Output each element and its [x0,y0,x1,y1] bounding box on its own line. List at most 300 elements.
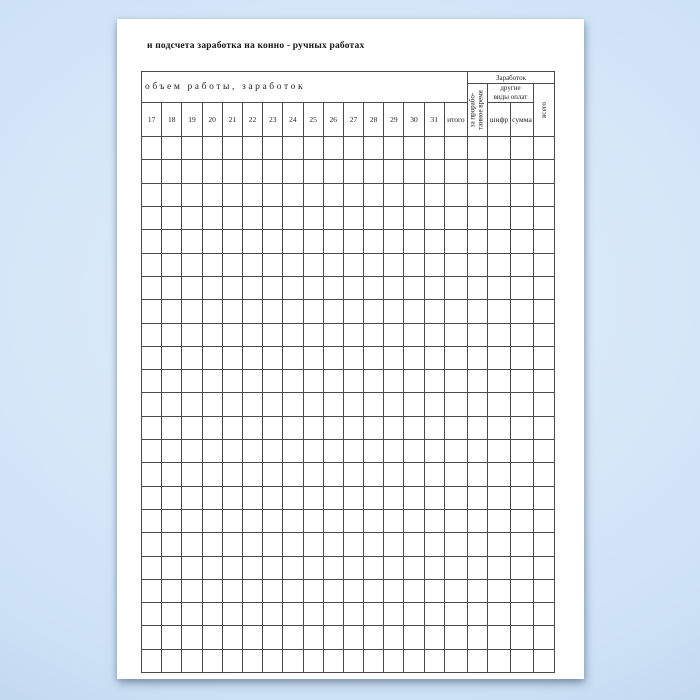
grid-cell [283,556,303,579]
grid-cell [162,346,182,369]
grid-cell [384,603,404,626]
grid-cell [444,533,467,556]
grid-cell [444,300,467,323]
grid-cell [424,323,444,346]
grid-cell [323,463,343,486]
grid-cell [263,509,283,532]
grid-cell [343,626,363,649]
grid-row [142,300,555,323]
grid-cell [162,230,182,253]
grid-cell [487,416,510,439]
grid-cell [467,207,487,230]
grid-cell [182,416,202,439]
grid-cell [343,416,363,439]
grid-cell [182,300,202,323]
column-header-day-18: 18 [162,103,182,137]
grid-cell [202,253,222,276]
grid-row [142,137,555,160]
grid-cell [263,556,283,579]
grid-cell [242,230,262,253]
grid-cell [364,486,384,509]
grid-cell [444,370,467,393]
grid-cell [303,626,323,649]
grid-cell [202,183,222,206]
document-title: и подсчета заработка на конно - ручных работах [147,41,365,51]
grid-row [142,160,555,183]
grid-cell [142,276,162,299]
column-header-day-19: 19 [182,103,202,137]
grid-cell [202,300,222,323]
grid-cell [303,463,323,486]
grid-cell [467,300,487,323]
grid-cell [467,393,487,416]
grid-cell [283,463,303,486]
grid-cell [242,463,262,486]
grid-cell [467,533,487,556]
grid-cell [323,486,343,509]
grid-cell [467,160,487,183]
column-header-day-22: 22 [242,103,262,137]
grid-cell [510,649,533,672]
grid-cell [242,440,262,463]
grid-cell [202,230,222,253]
grid-cell [384,416,404,439]
header-volume-earnings: объем работы, заработок [142,72,468,103]
grid-cell [283,207,303,230]
grid-cell [533,346,554,369]
column-header-itogo: итого [444,103,467,137]
grid-cell [384,137,404,160]
grid-cell [510,579,533,602]
grid-cell [343,137,363,160]
grid-cell [487,649,510,672]
grid-cell [467,323,487,346]
grid-cell [487,137,510,160]
grid-cell [263,626,283,649]
grid-cell [364,323,384,346]
grid-cell [343,440,363,463]
grid-cell [303,300,323,323]
grid-cell [162,416,182,439]
grid-row [142,463,555,486]
grid-cell [510,533,533,556]
grid-cell [533,300,554,323]
grid-cell [142,533,162,556]
grid-row [142,183,555,206]
grid-cell [384,626,404,649]
grid-cell [424,207,444,230]
grid-cell [142,370,162,393]
grid-cell [404,370,424,393]
grid-cell [444,416,467,439]
grid-cell [222,253,242,276]
grid-row [142,207,555,230]
grid-cell [242,300,262,323]
grid-cell [242,253,262,276]
grid-cell [142,393,162,416]
grid-cell [303,230,323,253]
grid-cell [222,370,242,393]
grid-cell [162,533,182,556]
grid-cell [242,183,262,206]
grid-cell [467,416,487,439]
grid-cell [263,393,283,416]
grid-cell [142,300,162,323]
grid-cell [487,556,510,579]
grid-cell [182,440,202,463]
grid-cell [384,207,404,230]
grid-cell [283,276,303,299]
grid-cell [487,207,510,230]
grid-cell [467,253,487,276]
grid-cell [343,556,363,579]
grid-cell [444,276,467,299]
header-worked-time [467,84,487,137]
grid-cell [283,137,303,160]
grid-cell [242,160,262,183]
grid-cell [343,486,363,509]
grid-cell [162,160,182,183]
grid-cell [343,207,363,230]
grid-cell [424,509,444,532]
grid-cell [444,463,467,486]
grid-cell [384,230,404,253]
grid-cell [263,207,283,230]
column-header-day-28: 28 [364,103,384,137]
grid-cell [202,276,222,299]
grid-cell [202,649,222,672]
grid-cell [142,207,162,230]
grid-cell [467,603,487,626]
grid-cell [364,509,384,532]
grid-row [142,346,555,369]
grid-cell [343,579,363,602]
grid-cell [303,346,323,369]
grid-cell [487,323,510,346]
grid-cell [323,416,343,439]
grid-cell [222,603,242,626]
grid-cell [364,579,384,602]
grid-cell [263,137,283,160]
grid-cell [162,276,182,299]
grid-cell [162,509,182,532]
grid-cell [424,253,444,276]
header-other-payments: другие виды оплат [487,84,533,103]
grid-cell [303,649,323,672]
grid-row [142,253,555,276]
grid-cell [162,603,182,626]
header-worked-time-label: за прорабо- танное время [469,90,486,130]
grid-cell [222,626,242,649]
grid-cell [510,253,533,276]
grid-cell [182,183,202,206]
grid-cell [142,579,162,602]
grid-cell [487,370,510,393]
grid-cell [404,183,424,206]
grid-cell [444,160,467,183]
grid-cell [222,300,242,323]
grid-cell [404,626,424,649]
column-header-day-30: 30 [404,103,424,137]
grid-cell [487,393,510,416]
grid-cell [404,253,424,276]
column-header-day-20: 20 [202,103,222,137]
grid-cell [364,603,384,626]
grid-cell [364,276,384,299]
grid-cell [263,370,283,393]
grid-cell [323,276,343,299]
grid-cell [404,649,424,672]
grid-cell [222,183,242,206]
grid-cell [202,556,222,579]
column-header-sum: сумма [510,103,533,137]
grid-cell [467,440,487,463]
grid-cell [222,440,242,463]
column-header-day-25: 25 [303,103,323,137]
grid-cell [343,509,363,532]
grid-cell [182,509,202,532]
grid-row [142,603,555,626]
grid-cell [404,533,424,556]
column-header-code: шифр [487,103,510,137]
grid-cell [404,300,424,323]
grid-cell [323,579,343,602]
grid-cell [444,346,467,369]
document-page [117,19,584,679]
column-header-day-24: 24 [283,103,303,137]
grid-cell [404,603,424,626]
grid-cell [364,137,384,160]
grid-cell [364,463,384,486]
grid-cell [142,137,162,160]
grid-cell [323,603,343,626]
column-header-day-17: 17 [142,103,162,137]
grid-cell [424,230,444,253]
grid-cell [242,603,262,626]
grid-cell [343,230,363,253]
grid-cell [142,626,162,649]
grid-cell [182,346,202,369]
grid-cell [510,416,533,439]
grid-cell [162,440,182,463]
grid-cell [162,626,182,649]
grid-cell [162,370,182,393]
grid-cell [142,346,162,369]
grid-row [142,393,555,416]
grid-cell [510,207,533,230]
grid-cell [323,160,343,183]
grid-cell [343,370,363,393]
grid-cell [487,463,510,486]
grid-cell [487,346,510,369]
grid-cell [510,463,533,486]
grid-cell [142,183,162,206]
grid-cell [202,626,222,649]
grid-cell [364,370,384,393]
grid-cell [487,160,510,183]
grid-cell [162,649,182,672]
grid-cell [242,370,262,393]
grid-cell [222,276,242,299]
grid-cell [222,556,242,579]
grid-cell [222,160,242,183]
grid-cell [424,370,444,393]
grid-cell [303,416,323,439]
grid-cell [510,346,533,369]
grid-cell [343,463,363,486]
grid-cell [487,300,510,323]
grid-cell [343,300,363,323]
grid-cell [384,323,404,346]
grid-cell [444,556,467,579]
grid-cell [533,370,554,393]
grid-cell [533,626,554,649]
grid-cell [364,416,384,439]
grid-cell [343,183,363,206]
grid-cell [510,276,533,299]
grid-cell [364,556,384,579]
grid-cell [343,393,363,416]
grid-cell [142,649,162,672]
grid-cell [142,463,162,486]
grid-cell [533,207,554,230]
grid-cell [424,556,444,579]
grid-cell [364,649,384,672]
grid-cell [263,300,283,323]
grid-cell [444,440,467,463]
grid-cell [323,370,343,393]
column-header-day-27: 27 [343,103,363,137]
grid-cell [384,300,404,323]
grid-cell [303,556,323,579]
grid-cell [182,207,202,230]
grid-cell [202,533,222,556]
grid-cell [384,253,404,276]
grid-cell [510,183,533,206]
grid-cell [510,323,533,346]
grid-cell [303,253,323,276]
grid-cell [242,207,262,230]
grid-cell [202,207,222,230]
grid-cell [533,440,554,463]
grid-cell [323,556,343,579]
grid-cell [222,230,242,253]
grid-cell [444,230,467,253]
grid-cell [404,137,424,160]
grid-cell [384,393,404,416]
grid-cell [222,649,242,672]
grid-cell [202,346,222,369]
grid-cell [182,230,202,253]
grid-cell [533,603,554,626]
grid-cell [222,137,242,160]
grid-cell [202,509,222,532]
grid-cell [487,253,510,276]
grid-cell [384,486,404,509]
grid-cell [444,579,467,602]
header-total-label: всего [539,102,548,118]
grid-cell [444,393,467,416]
grid-cell [182,160,202,183]
grid-cell [182,649,202,672]
grid-cell [533,579,554,602]
grid-cell [343,533,363,556]
grid-cell [202,393,222,416]
grid-cell [384,276,404,299]
grid-cell [343,276,363,299]
grid-cell [444,137,467,160]
grid-cell [384,183,404,206]
grid-cell [263,160,283,183]
grid-cell [263,603,283,626]
grid-cell [384,556,404,579]
grid-cell [303,440,323,463]
grid-cell [444,626,467,649]
earnings-grid-table [141,71,555,673]
grid-cell [364,207,384,230]
grid-cell [533,556,554,579]
grid-cell [510,626,533,649]
grid-cell [202,463,222,486]
grid-cell [202,323,222,346]
grid-cell [283,626,303,649]
grid-cell [533,230,554,253]
grid-cell [323,649,343,672]
grid-cell [182,626,202,649]
grid-cell [162,463,182,486]
grid-cell [487,533,510,556]
grid-cell [444,509,467,532]
grid-cell [202,603,222,626]
grid-cell [162,300,182,323]
grid-cell [202,486,222,509]
grid-cell [242,393,262,416]
grid-cell [444,486,467,509]
grid-cell [384,579,404,602]
grid-cell [487,603,510,626]
grid-cell [533,323,554,346]
grid-cell [283,440,303,463]
grid-cell [283,486,303,509]
grid-cell [283,370,303,393]
grid-cell [263,416,283,439]
grid-cell [202,160,222,183]
grid-cell [533,533,554,556]
grid-cell [510,160,533,183]
grid-cell [404,416,424,439]
grid-cell [343,649,363,672]
grid-cell [182,253,202,276]
grid-cell [263,276,283,299]
grid-cell [424,183,444,206]
grid-cell [283,393,303,416]
grid-cell [142,440,162,463]
grid-cell [364,230,384,253]
grid-cell [242,486,262,509]
grid-cell [202,579,222,602]
grid-cell [533,253,554,276]
grid-row [142,579,555,602]
grid-cell [384,509,404,532]
grid-cell [263,533,283,556]
grid-cell [303,533,323,556]
grid-cell [404,440,424,463]
grid-cell [283,509,303,532]
grid-cell [444,323,467,346]
grid-cell [384,370,404,393]
grid-cell [283,579,303,602]
grid-cell [364,626,384,649]
